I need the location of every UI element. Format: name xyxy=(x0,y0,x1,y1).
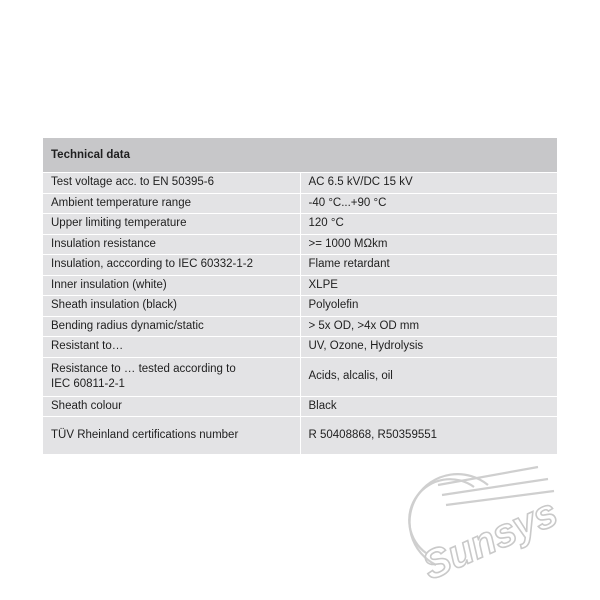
value-cell: Acids, alcalis, oil xyxy=(300,357,557,396)
param-line-1: Resistance to … tested according to xyxy=(51,362,236,375)
param-cell: Upper limiting temperature xyxy=(43,214,300,235)
param-cell: Inner insulation (white) xyxy=(43,275,300,296)
param-cell: Sheath colour xyxy=(43,396,300,417)
value-cell: > 5x OD, >4x OD mm xyxy=(300,316,557,337)
table-row xyxy=(43,193,557,214)
param-cell xyxy=(43,357,300,396)
table-header-row xyxy=(43,138,557,173)
value-cell: AC 6.5 kV/DC 15 kV xyxy=(300,173,557,194)
table-row xyxy=(43,417,557,455)
table-row xyxy=(43,316,557,337)
param-cell: Insulation resistance xyxy=(43,234,300,255)
value-cell: Polyolefin xyxy=(300,296,557,317)
param-cell: Test voltage acc. to EN 50395-6 xyxy=(43,173,300,194)
value-cell: -40 °C...+90 °C xyxy=(300,193,557,214)
value-cell: Flame retardant xyxy=(300,255,557,276)
value-cell: Black xyxy=(300,396,557,417)
table-row xyxy=(43,173,557,194)
table-row xyxy=(43,255,557,276)
table-title: Technical data xyxy=(43,138,557,173)
param-cell: Insulation, acccording to IEC 60332-1-2 xyxy=(43,255,300,276)
param-line-2: IEC 60811-2-1 xyxy=(51,377,125,390)
table-row xyxy=(43,234,557,255)
value-cell: R 50408868, R50359551 xyxy=(300,417,557,455)
param-cell: Resistant to… xyxy=(43,337,300,358)
param-cell: Bending radius dynamic/static xyxy=(43,316,300,337)
watermark-text: Sunsys xyxy=(416,490,564,589)
param-cell: TÜV Rheinland certifications number xyxy=(43,417,300,455)
table-row xyxy=(43,296,557,317)
table-row xyxy=(43,396,557,417)
technical-data-table xyxy=(43,138,557,455)
table-row xyxy=(43,337,557,358)
value-cell: 120 °C xyxy=(300,214,557,235)
value-cell: XLPE xyxy=(300,275,557,296)
table-row xyxy=(43,357,557,396)
sunsys-watermark-logo xyxy=(378,445,578,595)
param-cell: Ambient temperature range xyxy=(43,193,300,214)
table-row xyxy=(43,214,557,235)
table-row xyxy=(43,275,557,296)
value-cell: UV, Ozone, Hydrolysis xyxy=(300,337,557,358)
value-cell: >= 1000 MΩkm xyxy=(300,234,557,255)
param-cell: Sheath insulation (black) xyxy=(43,296,300,317)
